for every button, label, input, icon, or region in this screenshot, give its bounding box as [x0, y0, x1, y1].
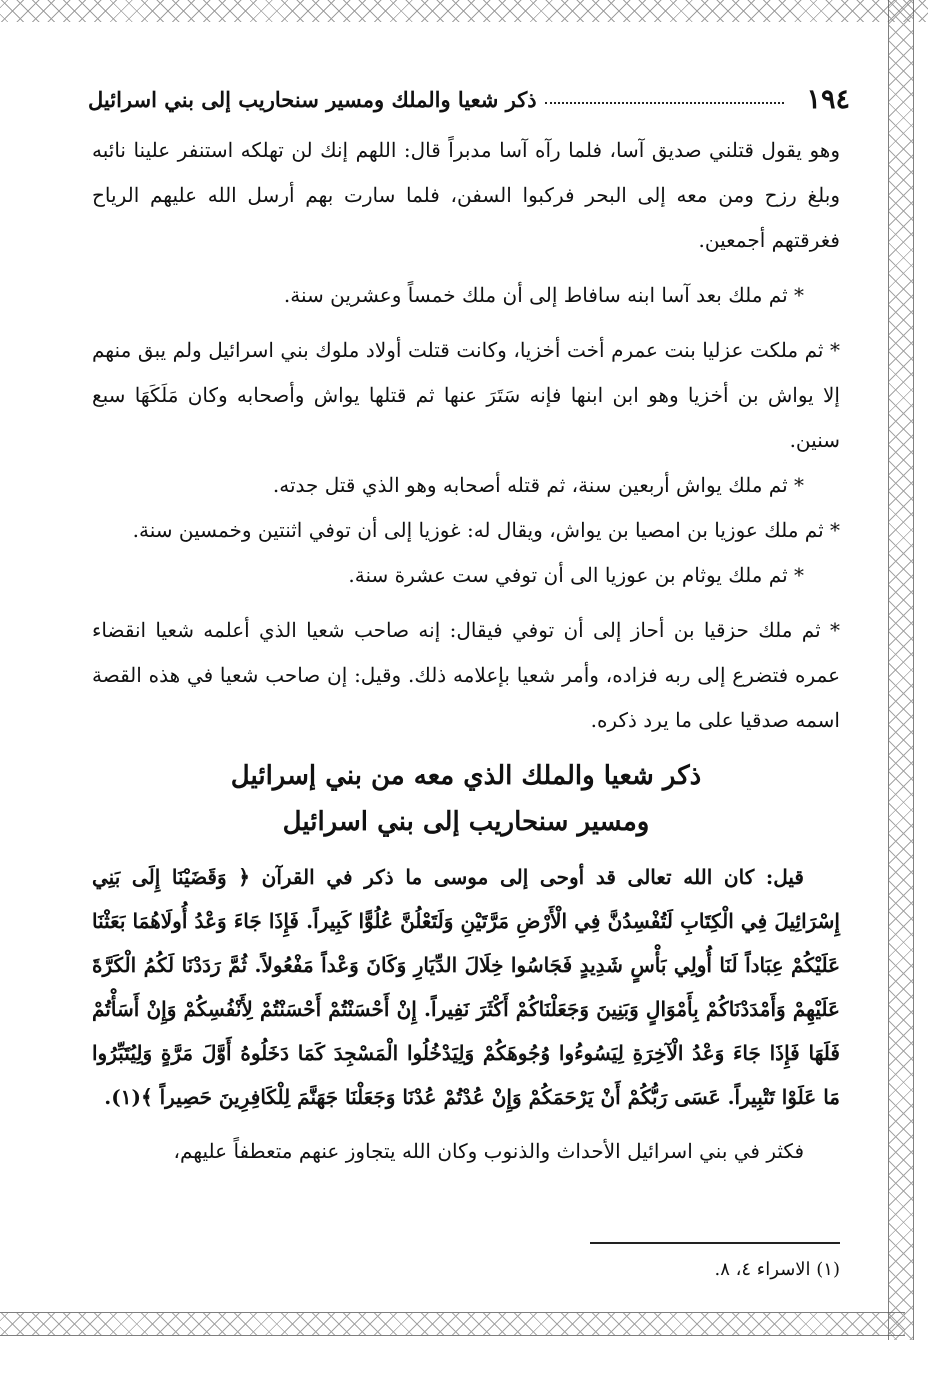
page-number: ١٩٤ — [806, 83, 850, 115]
paragraph: وهو يقول قتلني صديق آسا، فلما رآه آسا مدبراً قال: اللهم إنك لن تهلكه استنفر علينا نائبه وبلغ رزح ومن معه إلى البحر فركبوا السفن، فلما سارت بهم أرسل الله عليهم الرياح فغرقتهم أجمعين. — [92, 138, 840, 252]
section-heading-line: ذكر شعيا والملك الذي معه من بني إسرائيل — [230, 761, 702, 791]
page-body — [92, 128, 840, 1174]
section-heading — [92, 753, 840, 845]
paragraph: * ثم ملك حزقيا بن أحاز إلى أن توفي فيقال: إنه صاحب شعيا الذي أعلمه شعيا انقضاء عمره فتضرع إلى ربه فزاده، وأمر شعيا بإعلامه ذلك. وقيل: إن صاحب شعيا في هذه القصة اسمه صدقيا على ما يرد ذكره. — [92, 618, 840, 732]
section-heading-line: ومسير سنحاريب إلى بني اسرائيل — [282, 807, 650, 837]
running-header — [88, 82, 850, 116]
footnote-divider — [590, 1242, 840, 1244]
footnote: (١) الاسراء ٤، ٨. — [714, 1259, 840, 1280]
page-border-top — [0, 0, 928, 22]
quran-paragraph: قيل: كان الله تعالى قد أوحى إلى موسى ما ذكر في القرآن ﴿ وَقَضَيْنَا إِلَى بَنِي إِسْرَائِيلَ فِي الْكِتَابِ لَتُفْسِدُنَّ فِي الْأَرْضِ مَرَّتَيْنِ وَلَتَعْلُنَّ عُلُوًّا كَبِيراً. فَإِذَا جَاءَ وَعْدُ أُولَاهُمَا بَعَثْنَا عَلَيْكُمْ عِبَاداً لَنَا أُولِي بَأْسٍ شَدِيدٍ فَجَاسُوا خِلَالَ الدِّيَارِ وَكَانَ وَعْداً مَفْعُولاً. ثُمَّ رَدَدْنَا لَكُمُ الْكَرَّةَ عَلَيْهِمْ وَأَمْدَدْنَاكُمْ بِأَمْوَالٍ وَبَنِينَ وَجَعَلْنَاكُمْ أَكْثَرَ نَفِيراً. إِنْ أَحْسَنْتُمْ أَحْسَنْتُمْ لِأَنْفُسِكُمْ وَإِنْ أَسَأْتُمْ فَلَهَا فَإِذَا جَاءَ وَعْدُ الْآخِرَةِ لِيَسُوءُوا وُجُوهَكُمْ وَلِيَدْخُلُوا الْمَسْجِدَ كَمَا دَخَلُوهُ أَوَّلَ مَرَّةٍ وَلِيُتَبِّرُوا مَا عَلَوْا تَتْبِيراً. عَسَى رَبُّكُمْ أَنْ يَرْحَمَكُمْ وَإِنْ عُدْتُمْ عُدْنَا وَجَعَلْنَا جَهَنَّمَ لِلْكَافِرِينَ حَصِيراً ﴾(١). — [92, 865, 840, 1109]
paragraph: فكثر في بني اسرائيل الأحداث والذنوب وكان الله يتجاوز عنهم متعطفاً عليهم، — [173, 1139, 804, 1163]
paragraph: * ثم ملكت عزليا بنت عمرم أخت أخزيا، وكانت قتلت أولاد ملوك بني اسرائيل ولم يبق منهم إلا يواش بن أخزيا وهو ابن ابنها فإنه سَتَرَ عنها ثم قتلها يواش وأصحابه وكان مَلَكَهَا سبع سنين. — [92, 338, 840, 452]
page-border-right — [888, 0, 914, 1340]
running-header-title: ذكر شعيا والملك ومسير سنحاريب إلى بني اسرائيل — [88, 86, 537, 112]
header-leader-dots — [545, 102, 785, 104]
paragraph: * ثم ملك يوثام بن عوزيا الى أن توفي ست عشرة سنة. — [348, 563, 804, 587]
paragraph: * ثم ملك عوزيا بن امصيا بن يواش، ويقال له: غوزيا إلى أن توفي اثنتين وخمسين سنة. — [132, 518, 840, 542]
paragraph: * ثم ملك بعد آسا ابنه سافاط إلى أن ملك خمساً وعشرين سنة. — [283, 283, 804, 307]
paragraph: * ثم ملك يواش أربعين سنة، ثم قتله أصحابه وهو الذي قتل جدته. — [272, 473, 804, 497]
page-border-bottom — [0, 1312, 905, 1336]
